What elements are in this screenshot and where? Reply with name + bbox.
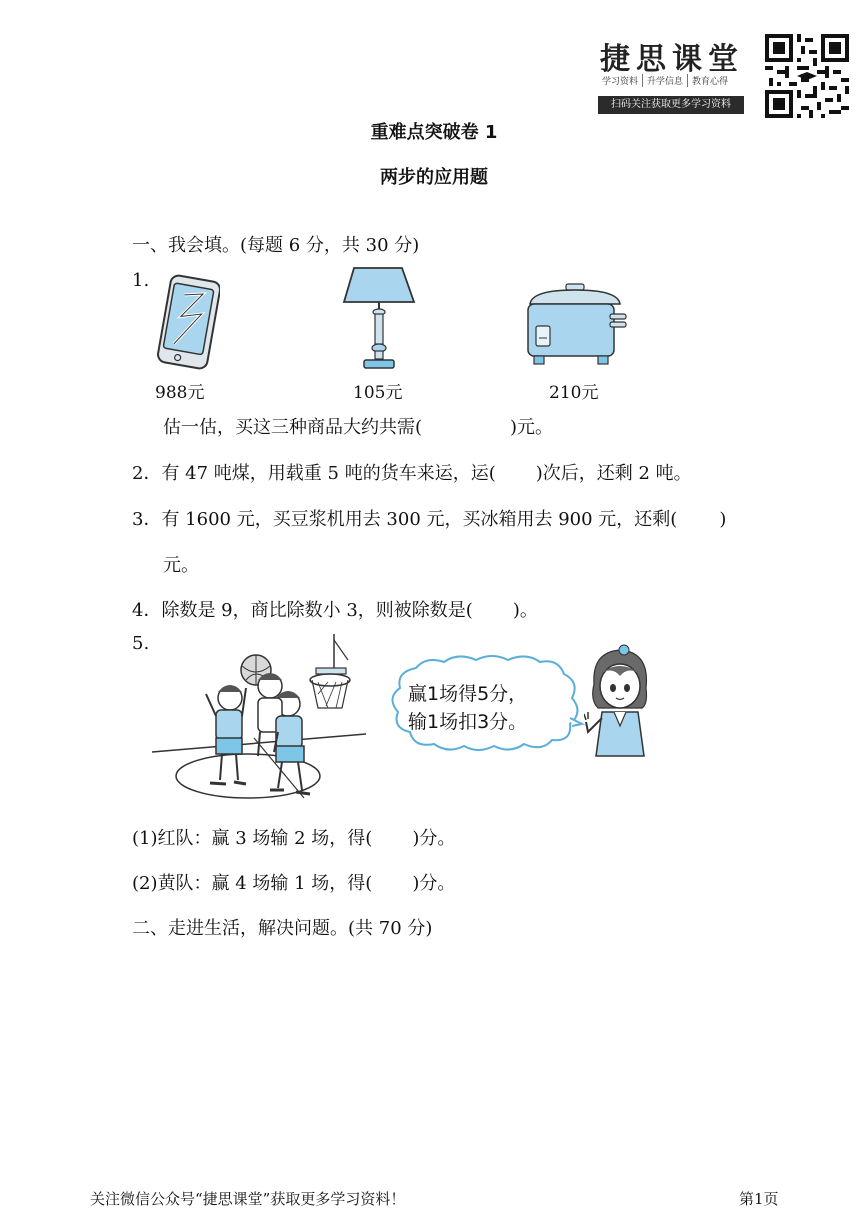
footer-note: 关注微信公众号“捷思课堂”获取更多学习资料！ <box>90 1190 406 1208</box>
bubble-line-2: 输1场扣3分。 <box>408 711 528 733</box>
page-subtitle: 两步的应用题 <box>380 167 488 188</box>
brand-banner: 扫码关注获取更多学习资料 <box>598 96 744 114</box>
q1-text <box>163 413 553 439</box>
brand-header <box>596 32 748 120</box>
rice-cooker-icon <box>522 282 628 368</box>
q5-sub2-a: (2)黄队：赢 4 场输 1 场，得( <box>132 873 373 894</box>
q3-text-a: 3．有 1600 元，买豆浆机用去 300 元，买冰箱用去 900 元，还剩( <box>132 509 678 530</box>
q5-number: 5. <box>132 633 150 654</box>
lamp-price: 105元 <box>353 383 403 403</box>
q2-text-b: )次后，还剩 2 吨。 <box>535 463 692 484</box>
page-number: 第1页 <box>739 1190 779 1208</box>
q4-text <box>132 596 538 622</box>
basketball-scene-illustration <box>150 630 368 800</box>
brand-tag: 学习资料 <box>598 74 643 87</box>
q4-text-a: 4．除数是 9，商比除数小 3，则被除数是( <box>132 600 473 621</box>
smartphone-icon <box>150 274 220 370</box>
phone-price: 988元 <box>155 383 205 403</box>
section2-heading: 二、走进生活，解决问题。(共 70 分) <box>132 918 433 939</box>
q5-sub1 <box>132 824 455 850</box>
brand-name: 捷思课堂 <box>600 42 744 77</box>
brand-tag: 升学信息 <box>643 74 688 87</box>
q1-text-a: 估一估，买这三种商品大约共需( <box>163 417 423 438</box>
q5-sub1-a: (1)红队：赢 3 场输 2 场，得( <box>132 828 373 849</box>
qr-code-icon[interactable] <box>765 34 849 118</box>
q3-text-b: ) <box>719 509 727 530</box>
q2-text-a: 2．有 47 吨煤，用载重 5 吨的货车来运，运( <box>132 463 496 484</box>
q4-text-b: )。 <box>512 600 538 621</box>
q1-number: 1. <box>132 270 150 291</box>
brand-tag: 教育心得 <box>692 77 729 87</box>
brand-tags <box>598 74 748 87</box>
q3-text-c: 元。 <box>163 555 199 576</box>
q1-text-b: )元。 <box>510 417 554 438</box>
girl-character-illustration <box>584 644 656 762</box>
q5-sub2 <box>132 869 455 895</box>
cooker-price: 210元 <box>549 383 599 403</box>
lamp-icon <box>340 266 418 372</box>
q5-sub1-b: )分。 <box>412 828 456 849</box>
q3-text <box>132 505 726 531</box>
section1-heading: 一、我会填。(每题 6 分，共 30 分) <box>132 235 420 256</box>
q5-sub2-b: )分。 <box>412 873 456 894</box>
q2-text <box>132 459 692 485</box>
page-title: 重难点突破卷 1 <box>370 122 498 143</box>
bubble-line-1: 赢1场得5分， <box>408 683 528 705</box>
